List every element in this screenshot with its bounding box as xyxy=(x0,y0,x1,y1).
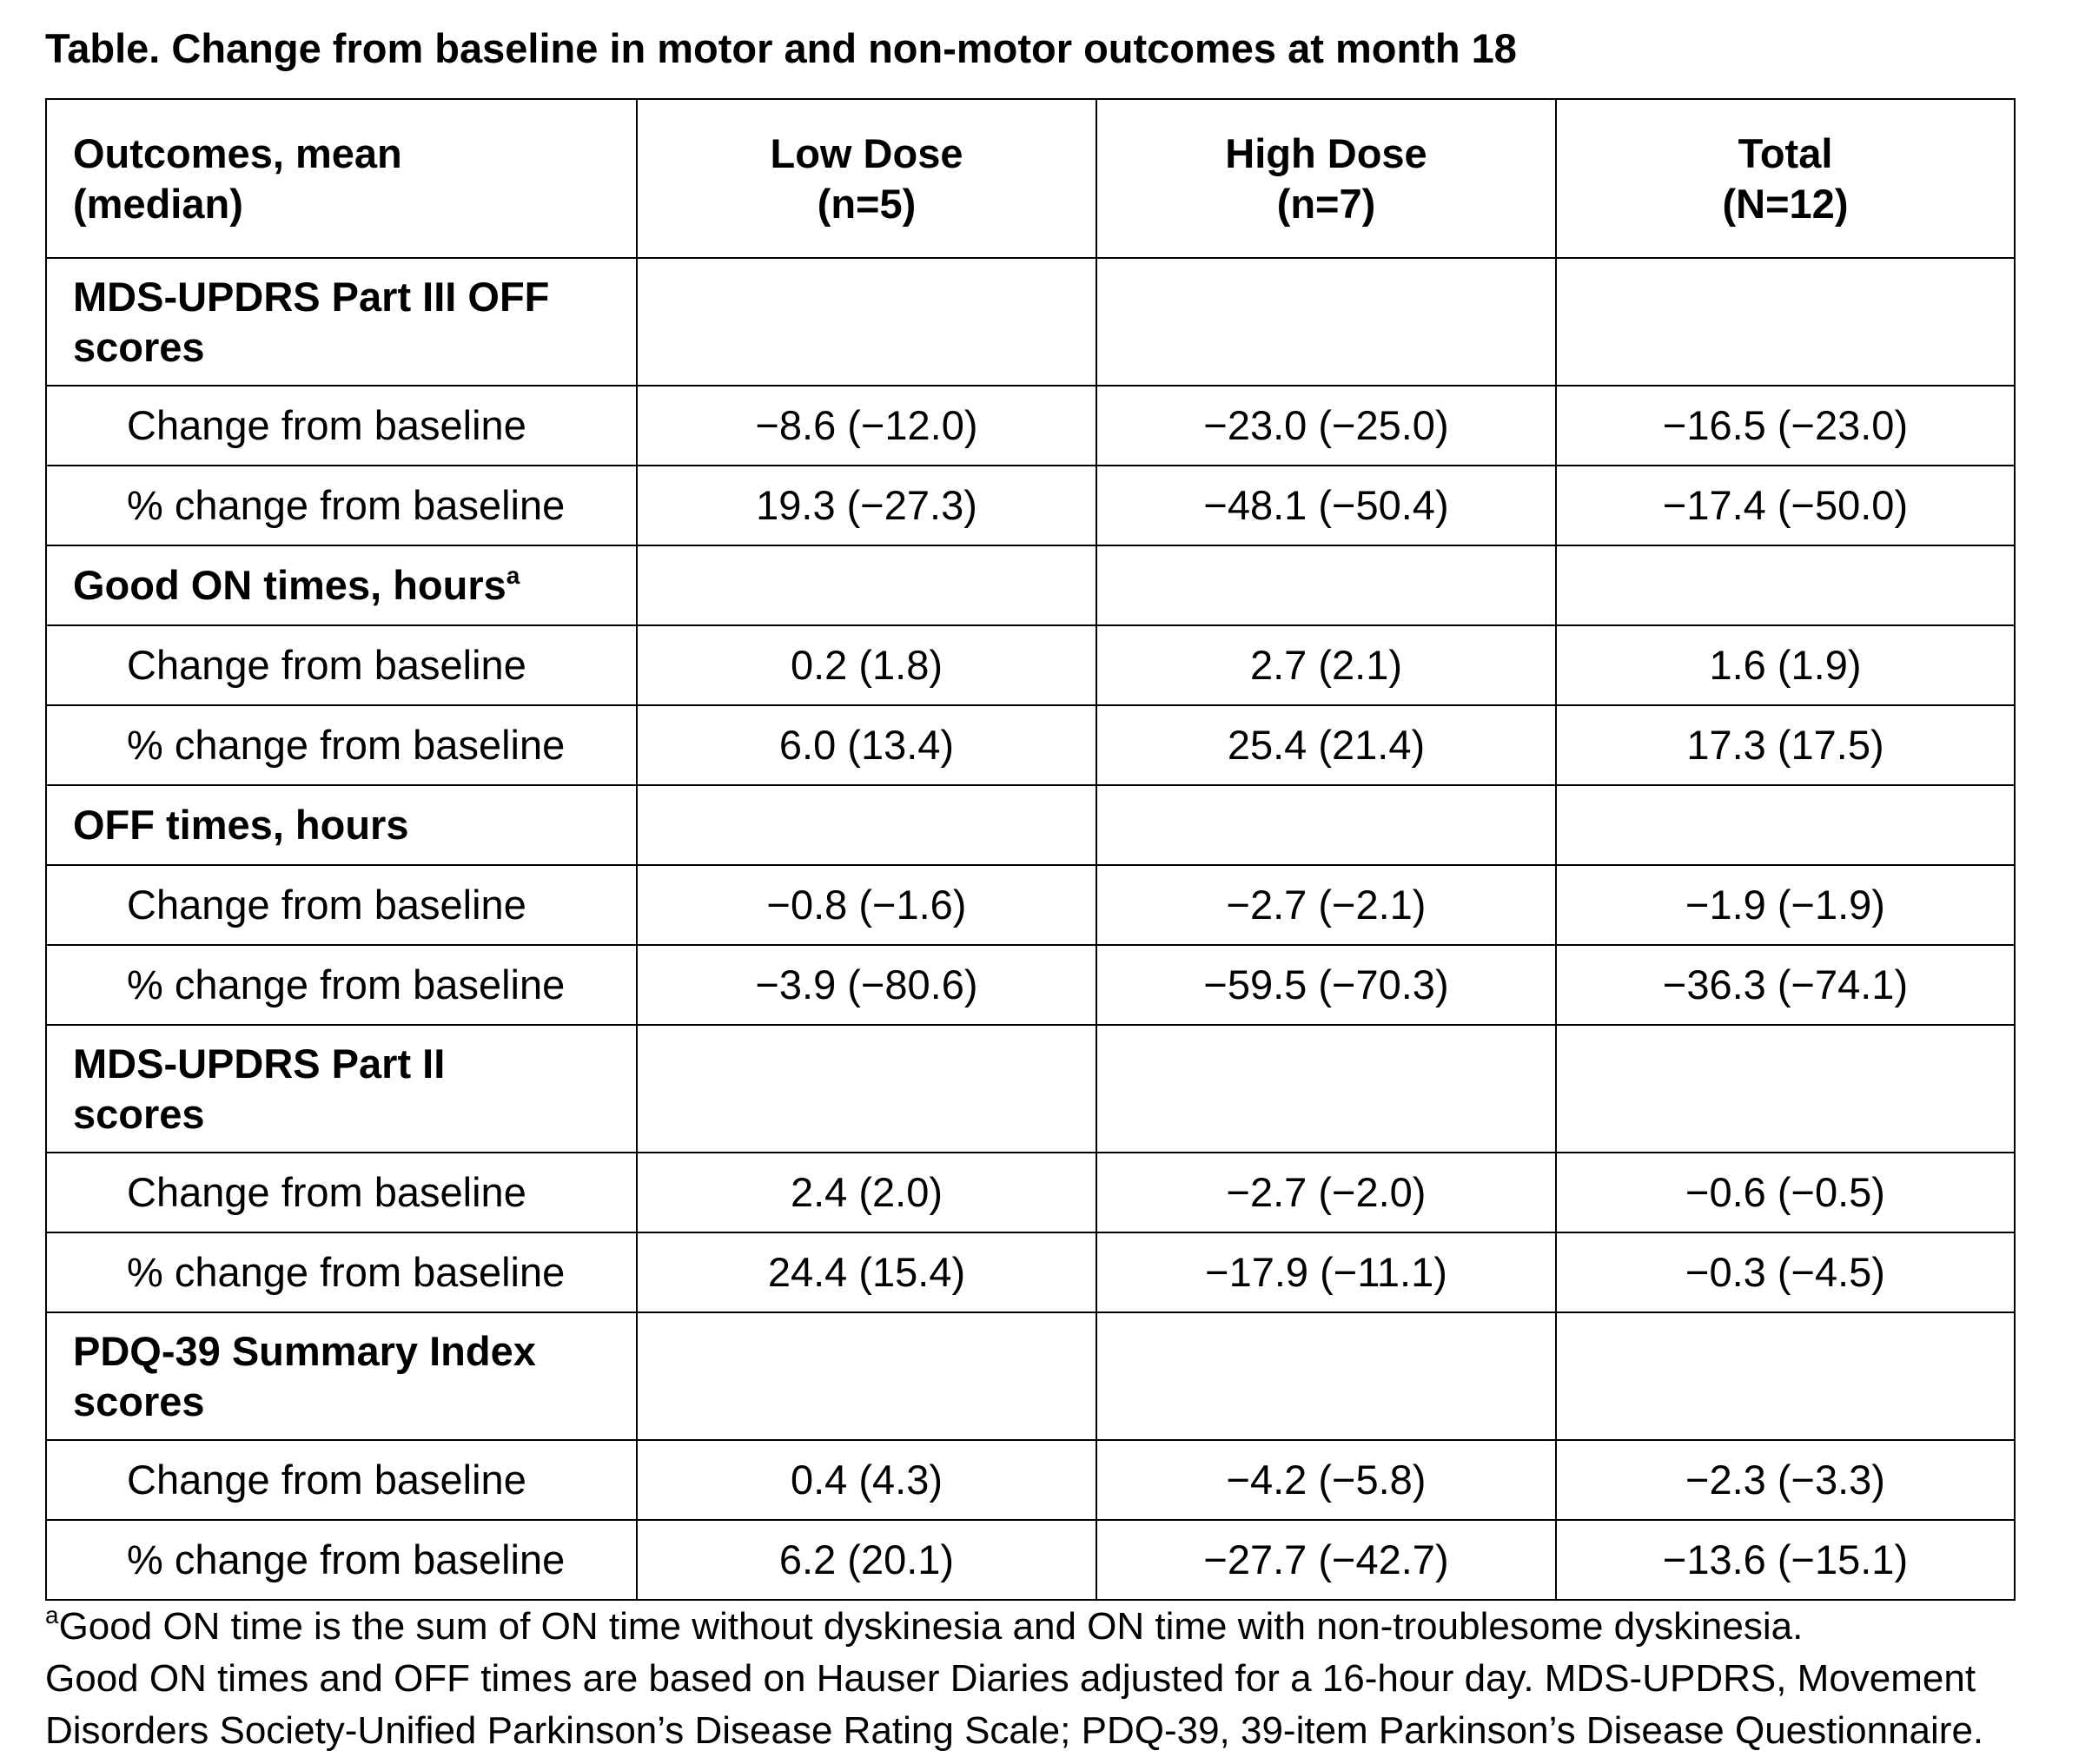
total-value: −17.4 (−50.0) xyxy=(1556,466,2015,545)
table-row xyxy=(46,386,2015,466)
row-label: Change from baseline xyxy=(46,1440,637,1520)
section-label-line1: MDS-UPDRS Part III OFF xyxy=(73,273,550,320)
row-label: Change from baseline xyxy=(46,1153,637,1232)
header-high-dose xyxy=(1096,99,1556,258)
header-low-dose xyxy=(637,99,1096,258)
low-dose-value: 6.2 (20.1) xyxy=(637,1520,1096,1600)
low-dose-value: 0.2 (1.8) xyxy=(637,625,1096,705)
section-row-updrs-part-ii xyxy=(46,1025,2015,1153)
empty-cell xyxy=(1096,258,1556,386)
empty-cell xyxy=(637,1025,1096,1153)
total-value: −0.3 (−4.5) xyxy=(1556,1232,2015,1312)
high-dose-value: −2.7 (−2.0) xyxy=(1096,1153,1556,1232)
table-row xyxy=(46,705,2015,785)
footnote-a-marker: a xyxy=(45,1602,59,1629)
empty-cell xyxy=(1096,1312,1556,1440)
section-row-off-times xyxy=(46,785,2015,865)
section-row-updrs-part-iii xyxy=(46,258,2015,386)
row-label: % change from baseline xyxy=(46,705,637,785)
row-label: Change from baseline xyxy=(46,386,637,466)
empty-cell xyxy=(637,785,1096,865)
header-outcomes xyxy=(46,99,637,258)
table-row xyxy=(46,1520,2015,1600)
empty-cell xyxy=(1096,785,1556,865)
section-label xyxy=(46,1025,637,1153)
low-dose-value: −3.9 (−80.6) xyxy=(637,945,1096,1025)
footnote-marker: a xyxy=(506,562,520,589)
low-dose-value: −0.8 (−1.6) xyxy=(637,865,1096,945)
total-value: −2.3 (−3.3) xyxy=(1556,1440,2015,1520)
empty-cell xyxy=(1556,545,2015,625)
table-row xyxy=(46,466,2015,545)
low-dose-value: 24.4 (15.4) xyxy=(637,1232,1096,1312)
empty-cell xyxy=(1556,1312,2015,1440)
low-dose-value: 6.0 (13.4) xyxy=(637,705,1096,785)
low-dose-value: 0.4 (4.3) xyxy=(637,1440,1096,1520)
empty-cell xyxy=(1556,785,2015,865)
table-row xyxy=(46,625,2015,705)
section-label: OFF times, hours xyxy=(46,785,637,865)
header-total xyxy=(1556,99,2015,258)
footnote-a xyxy=(45,1601,1983,1653)
empty-cell xyxy=(1096,545,1556,625)
row-label: % change from baseline xyxy=(46,466,637,545)
header-outcomes-line2: (median) xyxy=(73,180,243,227)
section-label xyxy=(46,545,637,625)
high-dose-value: −48.1 (−50.4) xyxy=(1096,466,1556,545)
high-dose-value: −23.0 (−25.0) xyxy=(1096,386,1556,466)
table-row xyxy=(46,865,2015,945)
empty-cell xyxy=(637,545,1096,625)
empty-cell xyxy=(637,1312,1096,1440)
header-row xyxy=(46,99,2015,258)
high-dose-value: 25.4 (21.4) xyxy=(1096,705,1556,785)
header-total-line2: (N=12) xyxy=(1722,180,1849,227)
high-dose-value: −4.2 (−5.8) xyxy=(1096,1440,1556,1520)
high-dose-value: −59.5 (−70.3) xyxy=(1096,945,1556,1025)
low-dose-value: −8.6 (−12.0) xyxy=(637,386,1096,466)
row-label: Change from baseline xyxy=(46,625,637,705)
section-label xyxy=(46,258,637,386)
high-dose-value: −17.9 (−11.1) xyxy=(1096,1232,1556,1312)
header-low-dose-line1: Low Dose xyxy=(770,129,963,176)
header-high-dose-line1: High Dose xyxy=(1225,129,1427,176)
footnote-line: Good ON times and OFF times are based on Hauser Diaries adjusted for a 16-hour day. MDS-UPDRS, Movement xyxy=(45,1657,1976,1700)
section-label-line1: PDQ-39 Summary Index xyxy=(73,1327,536,1374)
empty-cell xyxy=(1556,258,2015,386)
header-low-dose-line2: (n=5) xyxy=(817,180,917,227)
row-label: % change from baseline xyxy=(46,1232,637,1312)
empty-cell xyxy=(1096,1025,1556,1153)
total-value: −16.5 (−23.0) xyxy=(1556,386,2015,466)
footnotes xyxy=(45,1601,1983,1757)
total-value: −13.6 (−15.1) xyxy=(1556,1520,2015,1600)
empty-cell xyxy=(1556,1025,2015,1153)
total-value: −0.6 (−0.5) xyxy=(1556,1153,2015,1232)
high-dose-value: −27.7 (−42.7) xyxy=(1096,1520,1556,1600)
section-label-line1: MDS-UPDRS Part II xyxy=(73,1040,446,1087)
header-total-line1: Total xyxy=(1738,129,1833,176)
section-label-line2: scores xyxy=(73,1378,205,1424)
total-value: 1.6 (1.9) xyxy=(1556,625,2015,705)
section-row-good-on-times xyxy=(46,545,2015,625)
table-title: Table. Change from baseline in motor and non-motor outcomes at month 18 xyxy=(45,25,1517,71)
table-row xyxy=(46,945,2015,1025)
empty-cell xyxy=(637,258,1096,386)
high-dose-value: −2.7 (−2.1) xyxy=(1096,865,1556,945)
high-dose-value: 2.7 (2.1) xyxy=(1096,625,1556,705)
footnote-line: Disorders Society-Unified Parkinson’s Disease Rating Scale; PDQ-39, 39-item Parkinson’s Disease Questionnaire. xyxy=(45,1709,1984,1752)
total-value: −36.3 (−74.1) xyxy=(1556,945,2015,1025)
section-label-text: Good ON times, hours xyxy=(73,562,506,608)
low-dose-value: 19.3 (−27.3) xyxy=(637,466,1096,545)
section-row-pdq-39 xyxy=(46,1312,2015,1440)
row-label: Change from baseline xyxy=(46,865,637,945)
total-value: 17.3 (17.5) xyxy=(1556,705,2015,785)
section-label xyxy=(46,1312,637,1440)
table-row xyxy=(46,1232,2015,1312)
row-label: % change from baseline xyxy=(46,1520,637,1600)
low-dose-value: 2.4 (2.0) xyxy=(637,1153,1096,1232)
header-high-dose-line2: (n=7) xyxy=(1276,180,1376,227)
section-label-line2: scores xyxy=(73,1090,205,1137)
row-label: % change from baseline xyxy=(46,945,637,1025)
outcomes-table xyxy=(45,98,2016,1601)
total-value: −1.9 (−1.9) xyxy=(1556,865,2015,945)
section-label-line2: scores xyxy=(73,323,205,370)
header-outcomes-line1: Outcomes, mean xyxy=(73,129,402,176)
footnote-a-text: Good ON time is the sum of ON time without dyskinesia and ON time with non-troublesome dyskinesia. xyxy=(58,1605,1804,1648)
table-row xyxy=(46,1153,2015,1232)
table-row xyxy=(46,1440,2015,1520)
